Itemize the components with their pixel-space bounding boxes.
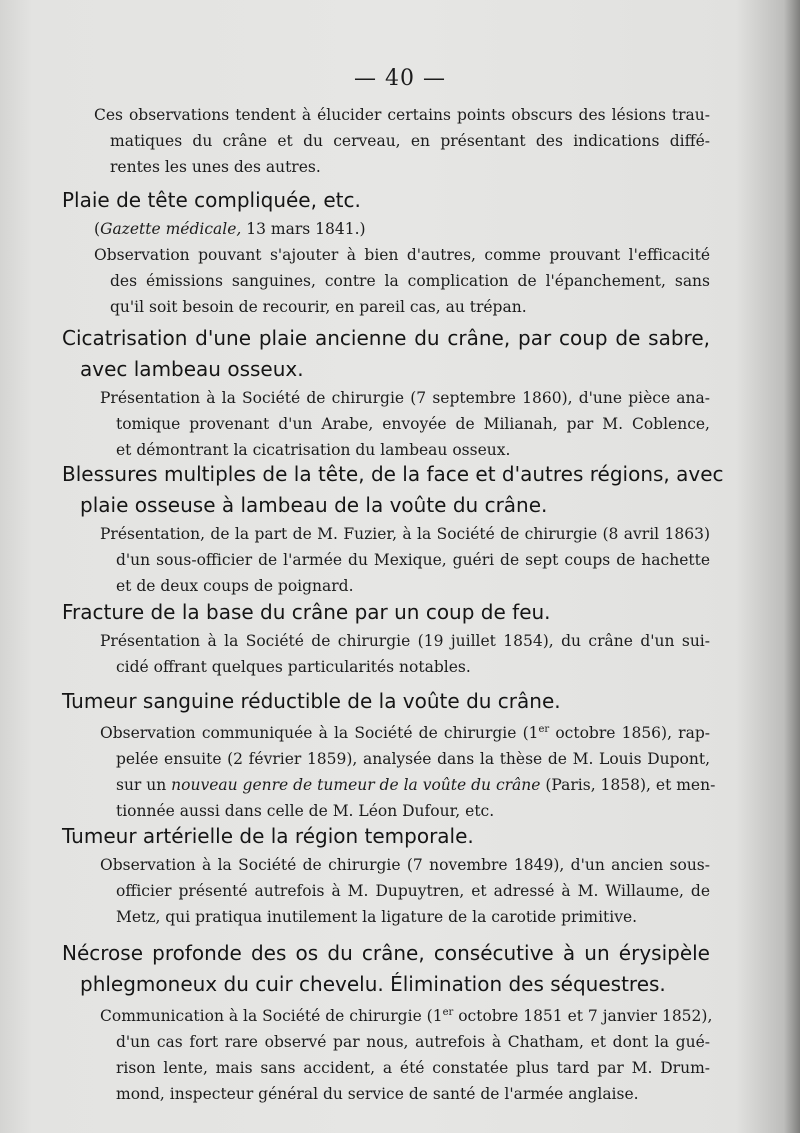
text-line: qu'il soit besoin de recourir, en pareil cas, au trépan.	[110, 298, 527, 316]
text-line: Metz, qui pratiqua inutilement la ligature de la carotide primitive.	[116, 908, 638, 926]
text-line: officier présenté autrefois à M. Dupuytren, et adressé à M. Willaume, de	[116, 882, 710, 900]
entry-title: avec lambeau osseux.	[80, 357, 304, 381]
entry-6	[0, 821, 800, 930]
text-line: et de deux coups de poignard.	[116, 577, 354, 595]
text-line: cidé offrant quelques particularités notables.	[116, 658, 471, 676]
text-line: d'un cas fort rare observé par nous, autrefois à Chatham, et dont la gué-	[116, 1033, 710, 1052]
text-line: tomique provenant d'un Arabe, envoyée de Milianah, par M. Coblence,	[116, 415, 710, 433]
text-line: Présentation à la Société de chirurgie (7 septembre 1860), d'une pièce ana-	[100, 389, 710, 407]
text-line: Observation communiquée à la Société de chirurgie (1er octobre 1856), rap-	[100, 724, 710, 743]
text-line: mond, inspecteur général du service de santé de l'armée anglaise.	[116, 1085, 639, 1104]
text-line: Ces observations tendent à élucider certains points obscurs des lésions trau-	[94, 106, 710, 124]
text-line: d'un sous-officier de l'armée du Mexique, guéri de sept coups de hachette	[116, 551, 710, 569]
entry-source: (Gazette médicale, 13 mars 1841.)	[94, 220, 366, 238]
text-line: pelée ensuite (2 février 1859), analysée dans la thèse de M. Louis Dupont,	[116, 750, 710, 769]
entry-1	[0, 185, 800, 320]
text-line: Observation pouvant s'ajouter à bien d'autres, comme prouvant l'efficacité	[94, 246, 710, 264]
entry-3	[0, 459, 800, 599]
entry-title: Blessures multiples de la tête, de la face et d'autres régions, avec	[62, 462, 724, 486]
entry-5	[0, 686, 800, 824]
entry-title: Tumeur artérielle de la région temporale.	[62, 824, 474, 848]
entry-4	[0, 597, 800, 680]
entry-title: Tumeur sanguine réductible de la voûte du crâne.	[62, 689, 561, 713]
text-line: matiques du crâne et du cerveau, en présentant des indications diffé-	[110, 132, 710, 150]
entry-title: Nécrose profonde des os du crâne, consécutive à un érysipèle	[62, 941, 710, 965]
text-line: tionnée aussi dans celle de M. Léon Dufour, etc.	[116, 802, 495, 821]
entry-title: phlegmoneux du cuir chevelu. Élimination des séquestres.	[80, 972, 666, 996]
intro-paragraph	[0, 102, 800, 180]
entry-7	[0, 938, 800, 1107]
entry-title: Fracture de la base du crâne par un coup de feu.	[62, 600, 551, 624]
entry-title: Cicatrisation d'une plaie ancienne du crâne, par coup de sabre,	[62, 326, 710, 350]
text-line: sur un nouveau genre de tumeur de la voûte du crâne (Paris, 1858), et men-	[116, 776, 716, 795]
page-number: — 40 —	[354, 66, 446, 91]
entry-title: plaie osseuse à lambeau de la voûte du crâne.	[80, 493, 548, 517]
text-line: Observation à la Société de chirurgie (7 novembre 1849), d'un ancien sous-	[100, 856, 710, 874]
entry-title: Plaie de tête compliquée, etc.	[62, 188, 361, 212]
text-line: et démontrant la cicatrisation du lambeau osseux.	[116, 441, 511, 459]
text-line: rison lente, mais sans accident, a été constatée plus tard par M. Drum-	[116, 1059, 710, 1078]
text-line: des émissions sanguines, contre la complication de l'épanchement, sans	[110, 272, 710, 290]
entry-2	[0, 323, 800, 463]
text-line: Présentation, de la part de M. Fuzier, à la Société de chirurgie (8 avril 1863)	[100, 525, 710, 543]
text-line: Communication à la Société de chirurgie (1er octobre 1851 et 7 janvier 1852),	[100, 1007, 713, 1026]
text-line: rentes les unes des autres.	[110, 158, 321, 176]
text-line: Présentation à la Société de chirurgie (19 juillet 1854), du crâne d'un sui-	[100, 632, 710, 650]
